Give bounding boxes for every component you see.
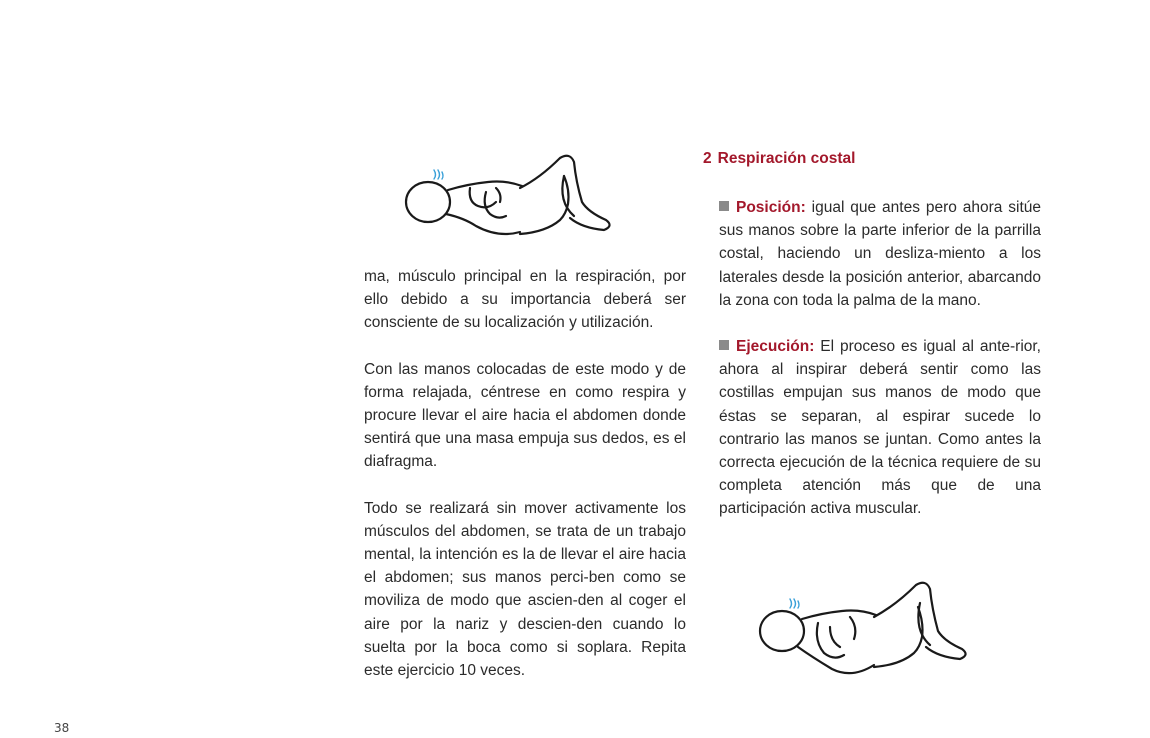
breath-icon — [434, 170, 443, 179]
execution-text: El proceso es igual al ante-rior, ahora al inspirar deberá sentir como las costillas empujan sus manos de modo que éstas se separan, al espirar sucede lo contrario las manos se juntan. Como antes la correcta ejecución de la técnica requiere de su completa atención más que de una participación activa muscular. — [719, 338, 1041, 518]
section-number: 2 — [703, 150, 712, 167]
section-heading — [703, 150, 855, 168]
section-title: Respiración costal — [717, 150, 856, 167]
square-bullet-icon — [719, 201, 729, 211]
position-paragraph — [719, 196, 1041, 312]
breath-icon — [790, 599, 799, 608]
paragraph: Todo se realizará sin mover activamente los músculos del abdomen, se trata de un trabajo mental, la intención es la de llevar el aire hacia el abdomen; sus manos perci-ben como se moviliza de modo que ascien-den al coger el aire por la nariz y descien-den cuando lo suelta por la boca como si soplara. Repita este ejercicio 10 veces. — [364, 499, 686, 680]
left-column — [364, 265, 686, 682]
execution-label: Ejecución: — [736, 338, 815, 356]
execution-paragraph — [719, 335, 1041, 521]
paragraph: ma, músculo principal en la respiración, por ello debido a su importancia deberá ser consciente de su localización y utilización. — [364, 268, 686, 332]
page-number: 38 — [54, 721, 70, 735]
right-column — [719, 196, 1041, 521]
person-lying-ribs-illustration — [754, 577, 986, 687]
person-lying-illustration — [400, 148, 632, 246]
position-text: igual que antes pero ahora sitúe sus manos sobre la parte inferior de la parrilla costal, haciendo un desliza-miento a los laterales desde la posición anterior, abarcando la zona con toda la palma de la mano. — [719, 199, 1041, 309]
paragraph: Con las manos colocadas de este modo y de forma relajada, céntrese en como respira y procure llevar el aire hacia el abdomen donde sentirá que una masa empuja sus dedos, es el diafragma. — [364, 360, 686, 471]
square-bullet-icon — [719, 340, 729, 350]
position-label: Posición: — [736, 199, 806, 216]
